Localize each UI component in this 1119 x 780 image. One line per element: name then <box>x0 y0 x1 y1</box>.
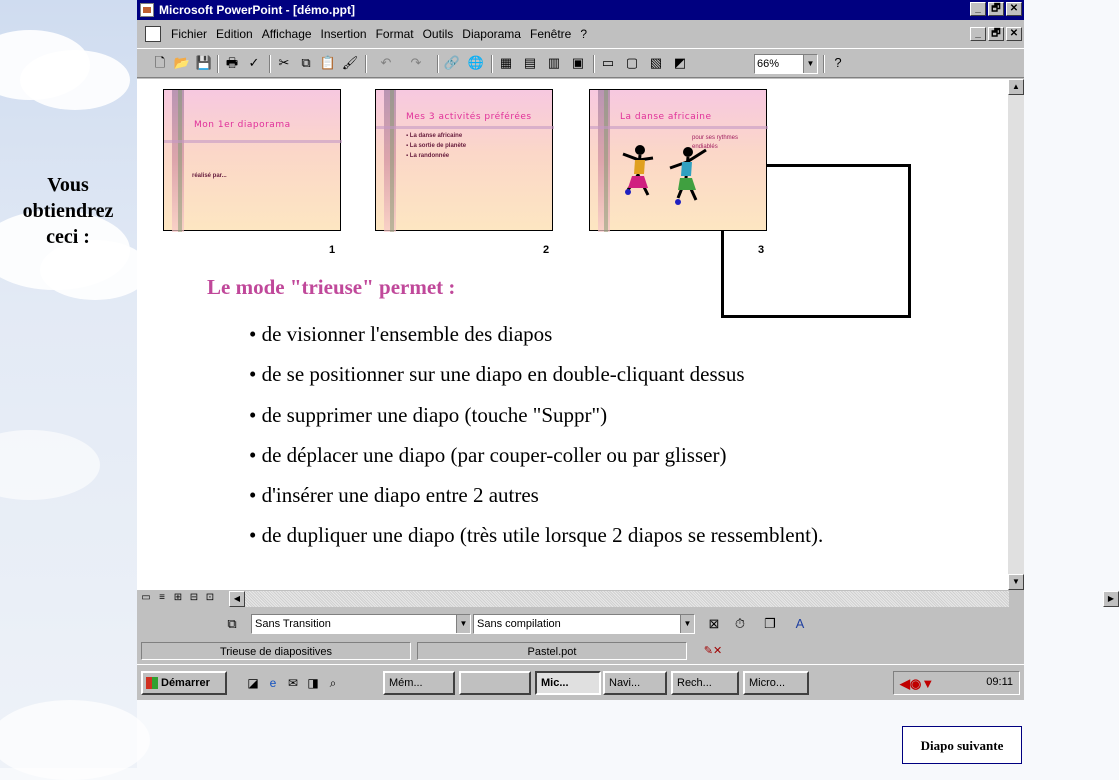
zoom-select[interactable] <box>754 54 818 74</box>
vertical-scrollbar[interactable] <box>1008 79 1024 590</box>
slide-number: 2 <box>543 244 550 256</box>
status-view: Trieuse de diapositives <box>141 642 411 660</box>
task-memo[interactable]: Mém... <box>383 671 455 695</box>
show-formatting-icon[interactable]: A <box>795 616 805 631</box>
slide-thumbnail-1[interactable] <box>163 89 341 231</box>
menu-help[interactable]: ? <box>580 27 588 41</box>
standard-toolbar <box>137 48 1024 78</box>
windows-taskbar <box>137 664 1024 700</box>
doc-restore-button[interactable]: 🗗 <box>988 27 1004 41</box>
background-icon[interactable]: ▧ <box>649 55 663 70</box>
tray-icons[interactable]: ◀◉▼ <box>900 676 935 691</box>
scroll-down-icon[interactable]: ▼ <box>1008 574 1024 590</box>
dropdown-arrow-icon[interactable]: ▼ <box>456 615 470 633</box>
hyperlink-icon[interactable]: 🔗 <box>443 55 461 70</box>
menu-edition[interactable]: Edition <box>216 27 253 41</box>
new-slide-icon[interactable]: ▭ <box>601 55 615 70</box>
outline-view-icon[interactable]: ≡ <box>159 592 165 603</box>
paste-icon[interactable]: 📋 <box>319 55 337 70</box>
search-icon[interactable]: ⌕ <box>329 676 337 690</box>
slide-title: Mon 1er diaporama <box>194 120 291 130</box>
task-blank[interactable] <box>459 671 531 695</box>
slide-text: pour ses rythmes endiablés <box>692 135 739 150</box>
task-powerpoint[interactable]: Mic... <box>535 671 601 695</box>
grayscale-icon[interactable]: ◩ <box>673 55 687 70</box>
system-tray <box>893 671 1020 695</box>
view-scroll-row <box>137 590 1115 608</box>
transition-select[interactable] <box>251 614 471 634</box>
menu-fenetre[interactable]: Fenêtre <box>529 27 572 41</box>
rehearse-timings-icon[interactable]: ⏱ <box>734 616 746 631</box>
slide-bullet: ▪ La danse africaine <box>406 133 463 139</box>
list-item: • de déplacer une diapo (par couper-coller ou par glisser) <box>249 442 727 467</box>
task-word[interactable]: Micro... <box>743 671 809 695</box>
layout-icon[interactable]: ▢ <box>625 55 639 70</box>
slide-sorter-area <box>137 79 1008 590</box>
print-icon[interactable]: 🖶 <box>225 55 239 70</box>
restore-button[interactable]: 🗗 <box>988 2 1004 16</box>
slide-thumbnail-3[interactable] <box>589 89 767 231</box>
dropdown-arrow-icon[interactable]: ▼ <box>803 55 817 73</box>
window-title: Microsoft PowerPoint - [démo.ppt] <box>159 3 355 17</box>
menu-bar <box>137 22 1024 46</box>
sorter-feature-list <box>249 322 823 564</box>
task-navigator[interactable]: Navi... <box>603 671 667 695</box>
slide-transition-icon[interactable]: ⧉ <box>227 616 237 631</box>
clock: 09:11 <box>986 676 1013 688</box>
save-icon[interactable]: 💾 <box>195 55 213 70</box>
spelling-status-icon[interactable]: ✎✕ <box>703 645 723 657</box>
powerpoint-window <box>137 0 1115 700</box>
dropdown-arrow-icon[interactable]: ▼ <box>680 615 694 633</box>
document-icon[interactable] <box>145 26 161 42</box>
list-item: • de supprimer une diapo (touche "Suppr") <box>249 402 608 427</box>
slide-thumbnail-2[interactable] <box>375 89 553 231</box>
start-button[interactable]: Démarrer <box>141 671 227 695</box>
desktop-icon[interactable]: ◪ <box>247 676 259 690</box>
menu-diaporama[interactable]: Diaporama <box>462 27 521 41</box>
list-item: • de se positionner sur une diapo en double-cliquant dessus <box>249 362 745 387</box>
slide-title: La danse africaine <box>620 112 712 122</box>
build-value: Sans compilation <box>477 618 561 630</box>
ie-icon[interactable]: e <box>269 676 277 690</box>
slide-bullet: ▪ La sortie de planète <box>406 143 467 149</box>
slide-bullet: ▪ La randonnée <box>406 153 450 159</box>
intro-line-1: Vous <box>47 174 89 196</box>
menu-affichage[interactable]: Affichage <box>261 27 312 41</box>
summary-slide-icon[interactable]: ❐ <box>764 616 776 631</box>
close-button[interactable]: ✕ <box>1006 2 1022 16</box>
sorter-view-icon[interactable]: ⊞ <box>173 592 183 603</box>
window-titlebar[interactable] <box>137 0 1024 20</box>
undo-icon[interactable]: ↶ <box>380 55 392 70</box>
list-item: • de visionner l'ensemble des diapos <box>249 322 553 346</box>
format-painter-icon[interactable]: 🖌 <box>341 55 359 70</box>
cloud-decoration <box>0 430 100 500</box>
menu-format[interactable]: Format <box>375 27 414 41</box>
menu-fichier[interactable]: Fichier <box>171 27 208 41</box>
slide-subtitle: réalisé par... <box>192 173 227 179</box>
spell-icon[interactable]: ✓ <box>248 55 260 70</box>
slide-number: 1 <box>329 244 336 256</box>
powerpoint-app-icon[interactable] <box>140 3 154 17</box>
cloud-decoration <box>0 700 150 780</box>
cloud-decoration <box>20 50 130 110</box>
zoom-value: 66% <box>757 58 780 70</box>
notes-view-icon[interactable]: ⊟ <box>189 592 199 603</box>
slide-number: 3 <box>758 244 765 256</box>
list-item: • d'insérer une diapo entre 2 autres <box>249 483 539 508</box>
clipart-icon[interactable]: ▣ <box>571 55 585 70</box>
slide-title: Mes 3 activités préférées <box>406 112 532 122</box>
scroll-right-icon[interactable]: ▶ <box>1103 591 1119 607</box>
slide-sorter-toolbar <box>137 610 1024 638</box>
horizontal-scrollbar[interactable] <box>229 591 1115 607</box>
sky-background <box>0 0 137 768</box>
new-icon[interactable]: 🗋 <box>154 55 166 70</box>
redo-icon[interactable]: ↷ <box>410 55 422 70</box>
intro-caption <box>2 172 134 250</box>
normal-view-icon[interactable]: ▭ <box>141 592 151 603</box>
help-icon[interactable]: ? <box>834 55 842 70</box>
slideshow-view-icon[interactable]: ⊡ <box>205 592 215 603</box>
scroll-up-icon[interactable]: ▲ <box>1008 79 1024 95</box>
intro-line-3: ceci : <box>46 226 90 248</box>
intro-line-2: obtiendrez <box>22 200 114 222</box>
open-icon[interactable]: 📂 <box>173 55 191 70</box>
status-template: Pastel.pot <box>417 642 687 660</box>
menu-insertion[interactable]: Insertion <box>320 27 367 41</box>
build-select[interactable] <box>473 614 695 634</box>
status-bar <box>137 640 1024 662</box>
menu-outils[interactable]: Outils <box>422 27 454 41</box>
dancers-clipart-icon <box>618 140 718 220</box>
doc-minimize-button[interactable]: _ <box>970 27 986 41</box>
excel-icon[interactable]: ▤ <box>523 55 537 70</box>
outlook-icon[interactable]: ✉ <box>287 676 299 690</box>
web-icon[interactable]: 🌐 <box>467 55 485 70</box>
hide-slide-icon[interactable]: ⊠ <box>708 616 720 631</box>
sorter-heading: Le mode "trieuse" permet : <box>207 275 456 299</box>
minimize-button[interactable]: _ <box>970 2 986 16</box>
transition-value: Sans Transition <box>255 618 331 630</box>
next-slide-button[interactable]: Diapo suivante <box>902 726 1022 764</box>
channels-icon[interactable]: ◨ <box>307 676 319 690</box>
task-search[interactable]: Rech... <box>671 671 739 695</box>
list-item: • de dupliquer une diapo (très utile lorsque 2 diapos se ressemblent). <box>249 523 824 548</box>
doc-close-button[interactable]: ✕ <box>1006 27 1022 41</box>
scroll-left-icon[interactable]: ◀ <box>229 591 245 607</box>
cut-icon[interactable]: ✂ <box>278 55 290 70</box>
chart-icon[interactable]: ▥ <box>547 55 561 70</box>
copy-icon[interactable]: ⧉ <box>301 55 311 70</box>
table-icon[interactable]: ▦ <box>499 55 513 70</box>
